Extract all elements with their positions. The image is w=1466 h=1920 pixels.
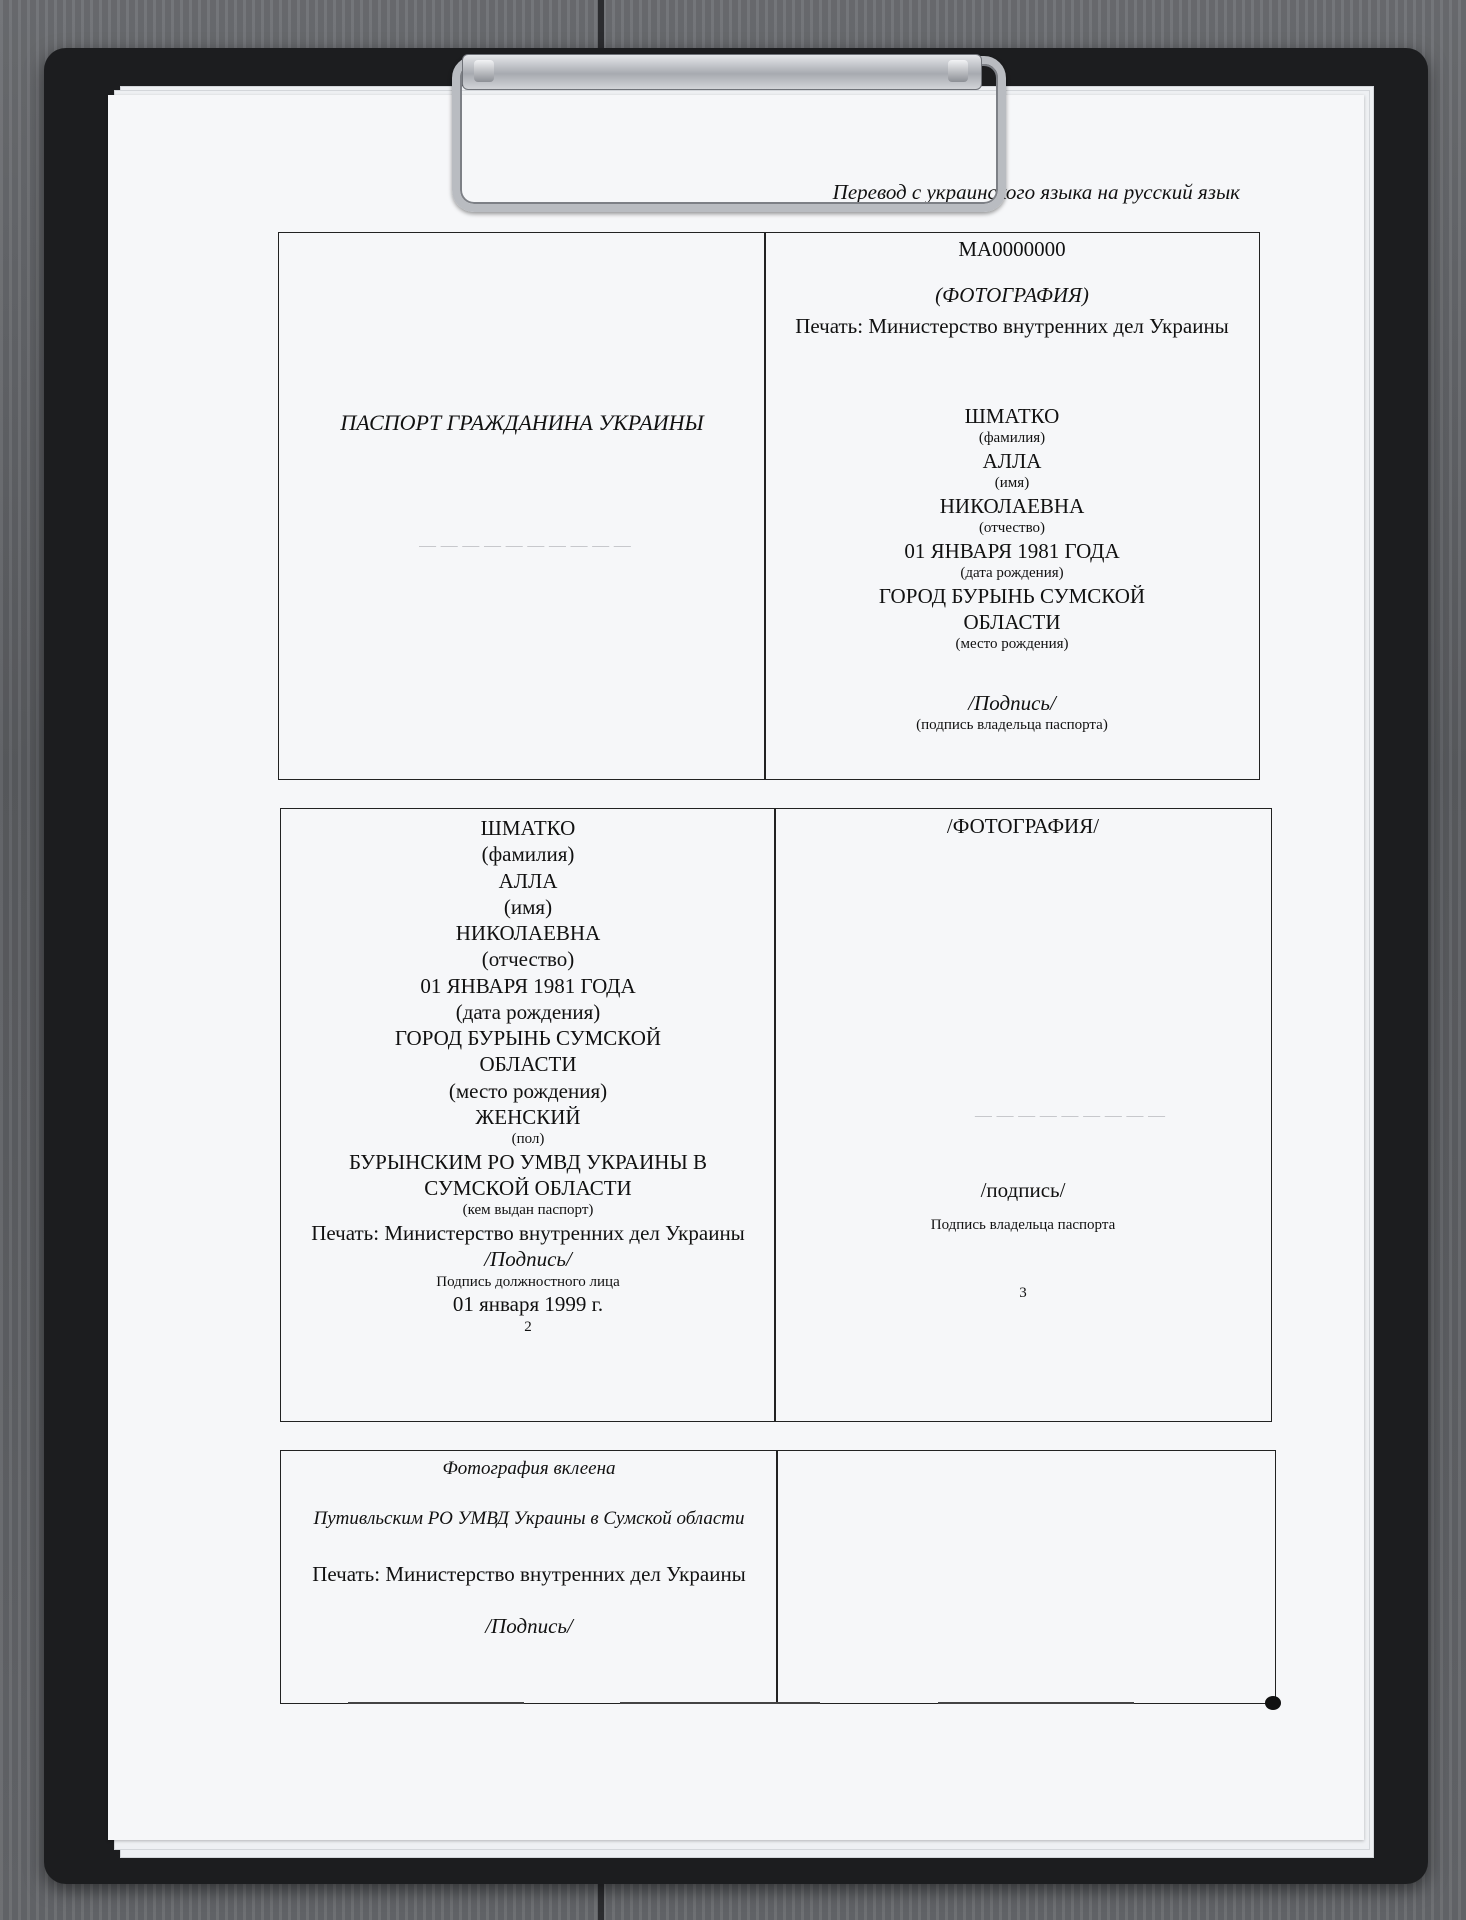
passport-page3-right xyxy=(776,1450,1276,1704)
clipboard-clip-bar xyxy=(462,54,982,90)
birth-date-caption: (дата рождения) xyxy=(960,565,1064,581)
birth-place: ГОРОД БУРЫНЬ СУМСКОЙ ОБЛАСТИ xyxy=(878,583,1146,634)
official-signature: /Подпись/ xyxy=(485,1613,573,1638)
clip-rivet xyxy=(948,60,968,82)
holder-signature-caption: (подпись владельца паспорта) xyxy=(916,717,1108,734)
official-signature-caption: Подпись должностного лица xyxy=(436,1273,620,1290)
ministry-stamp: Печать: Министерство внутренних дел Украины xyxy=(795,313,1229,338)
given-name: АЛЛА xyxy=(498,868,558,893)
sex-caption: (пол) xyxy=(511,1131,545,1147)
patronymic: НИКОЛАЕВНА xyxy=(455,921,601,945)
holder-signature-caption: Подпись владельца паспорта xyxy=(930,1216,1116,1233)
patronymic-caption: (отчество) xyxy=(481,947,575,972)
issuing-authority-caption: (кем выдан паспорт) xyxy=(462,1202,594,1219)
ministry-stamp: Печать: Министерство внутренних дел Украины xyxy=(312,1561,746,1586)
birth-date: 01 ЯНВАРЯ 1981 ГОДА xyxy=(904,538,1120,563)
given-name-caption: (имя) xyxy=(994,475,1030,491)
photo-placeholder: (ФОТОГРАФИЯ) xyxy=(935,283,1089,308)
clip-rivet xyxy=(474,60,494,82)
holder-signature: /Подпись/ xyxy=(968,691,1056,715)
surname: ШМАТКО xyxy=(480,816,576,840)
given-name: АЛЛА xyxy=(982,448,1042,473)
passport-page3-left xyxy=(280,1450,778,1704)
given-name-caption: (имя) xyxy=(503,894,553,919)
ink-dot xyxy=(1265,1696,1281,1710)
cut-line xyxy=(938,1702,1134,1704)
official-signature: /Подпись/ xyxy=(484,1247,572,1272)
birth-place-caption: (место рождения) xyxy=(448,1078,608,1103)
show-through-text: — — — — — — — — — — xyxy=(419,535,631,556)
show-through-text: — — — — — — — — — xyxy=(974,1105,1166,1126)
photo-placeholder: /ФОТОГРАФИЯ/ xyxy=(946,814,1100,838)
birth-date-caption: (дата рождения) xyxy=(455,999,601,1024)
patronymic-caption: (отчество) xyxy=(978,520,1046,536)
passport-page1-right xyxy=(764,232,1260,780)
passport-number: МА0000000 xyxy=(958,237,1066,261)
issue-date: 01 января 1999 г. xyxy=(452,1292,604,1317)
birth-place: ГОРОД БУРЫНЬ СУМСКОЙ ОБЛАСТИ xyxy=(394,1026,662,1077)
issuing-authority: БУРЫНСКИМ РО УМВД УКРАИНЫ В СУМСКОЙ ОБЛАСТИ xyxy=(348,1149,708,1200)
birth-date: 01 ЯНВАРЯ 1981 ГОДА xyxy=(420,973,636,998)
passport-page1-left xyxy=(278,232,766,780)
translator-note: Перевод с украинского языка на русский язык xyxy=(832,180,1240,204)
surname-caption: (фамилия) xyxy=(978,430,1046,446)
passport-page2-left xyxy=(280,808,776,1422)
patronymic: НИКОЛАЕВНА xyxy=(939,493,1085,518)
ministry-stamp: Печать: Министерство внутренних дел Украины xyxy=(311,1221,745,1245)
passport-page2-right xyxy=(774,808,1272,1422)
birth-place-caption: (место рождения) xyxy=(955,636,1069,653)
cut-line xyxy=(620,1702,820,1704)
surname-caption: (фамилия) xyxy=(481,842,575,867)
photo-note: Фотография вклеена xyxy=(442,1458,616,1479)
passport-title: ПАСПОРТ ГРАЖДАНИНА УКРАИНЫ xyxy=(340,410,704,435)
sex: ЖЕНСКИЙ xyxy=(475,1104,581,1129)
holder-signature: /подпись/ xyxy=(980,1178,1066,1203)
surname: ШМАТКО xyxy=(964,403,1060,428)
issuing-authority: Путивльским РО УМВД Украины в Сумской области xyxy=(313,1507,745,1529)
cut-line xyxy=(348,1702,524,1704)
page-number: 2 xyxy=(524,1318,532,1335)
page-number: 3 xyxy=(1019,1285,1027,1302)
